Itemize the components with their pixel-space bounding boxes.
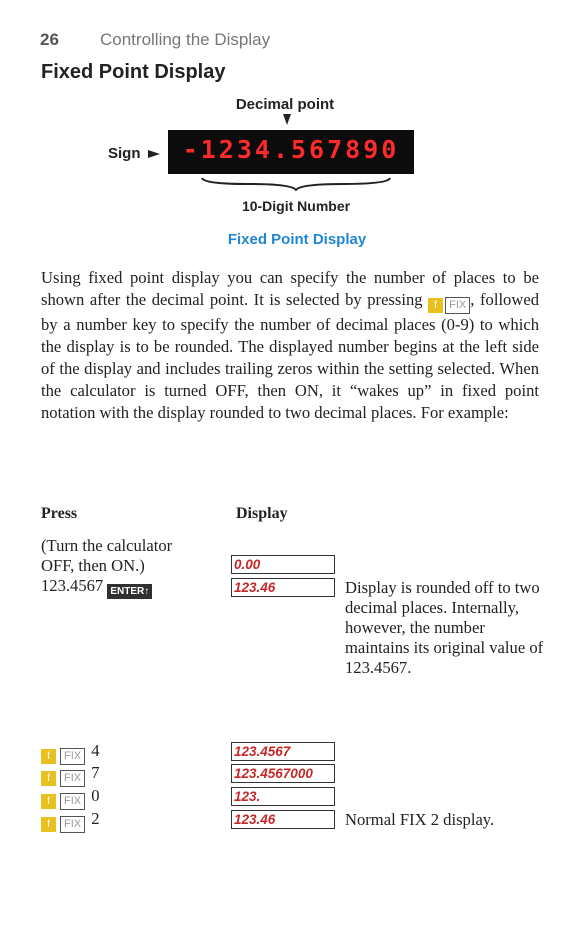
section-title: Fixed Point Display	[41, 61, 226, 83]
f-key-icon: f	[41, 749, 56, 764]
fix-digit: 2	[91, 809, 100, 828]
fix-key-icon: FIX	[60, 793, 85, 810]
body-text-1: Using fixed point display you can specify the number of places to be shown after the decimal point. It is selected by pressing	[41, 268, 539, 309]
rounding-note: Display is rounded off to two decimal places. Internally, however, the number maintains its original value of 123.4567.	[345, 578, 544, 677]
fix-row	[41, 809, 100, 829]
display-readout: 0.00	[231, 555, 335, 574]
fix-row	[41, 741, 100, 761]
right-arrow-icon	[148, 150, 160, 158]
sign-label: Sign	[108, 145, 141, 162]
fix-key-icon: FIX	[445, 297, 470, 314]
fix-row	[41, 763, 100, 783]
press-column-header: Press	[41, 505, 78, 522]
turn-on-instruction-line1: (Turn the calculator	[41, 536, 173, 555]
decimal-point-label: Decimal point	[235, 96, 335, 113]
f-key-icon: f	[41, 817, 56, 832]
fix-key-icon: FIX	[60, 748, 85, 765]
enter-row	[41, 576, 154, 596]
digit-count-label: 10-Digit Number	[241, 198, 351, 214]
page-number: 26	[40, 30, 59, 49]
fix-digit: 7	[91, 763, 100, 782]
turn-on-instruction-line2: OFF, then ON.)	[41, 556, 145, 575]
fix-key-icon: FIX	[60, 770, 85, 787]
brace-icon	[200, 177, 392, 191]
display-readout: 123.4567000	[231, 764, 335, 783]
lcd-display	[168, 130, 414, 174]
display-readout: 123.46	[231, 810, 335, 829]
f-key-icon: f	[41, 771, 56, 786]
entry-value: 123.4567	[41, 576, 104, 595]
fix-digit: 4	[91, 741, 100, 760]
display-readout: 123.	[231, 787, 335, 806]
display-readout: 123.46	[231, 578, 335, 597]
fix-digit: 0	[91, 786, 100, 805]
display-column-header: Display	[236, 505, 288, 522]
f-key-icon: f	[41, 794, 56, 809]
display-readout: 123.4567	[231, 742, 335, 761]
fix-key-icon: FIX	[60, 816, 85, 833]
f-key-icon: f	[428, 298, 443, 313]
normal-fix-note: Normal FIX 2 display.	[345, 810, 495, 829]
body-paragraph	[41, 267, 539, 424]
chapter-title: Controlling the Display	[100, 30, 271, 49]
figure-caption: Fixed Point Display	[227, 231, 367, 248]
down-arrow-icon	[283, 114, 291, 125]
fix-row	[41, 786, 100, 806]
lcd-digits: -1234.567890	[182, 135, 400, 164]
body-text-2: , followed by a number key to specify the number of decimal places (0-9) to which the display is to be rounded. The displayed number begins at the left side of the display and includes trailing zeros within the setting selected. When the calculator is turned OFF, then ON, it “wakes up” in fixed point notation with the display rounded to two decimal places. For example:	[41, 290, 539, 422]
enter-key-icon: ENTER↑	[107, 584, 152, 599]
